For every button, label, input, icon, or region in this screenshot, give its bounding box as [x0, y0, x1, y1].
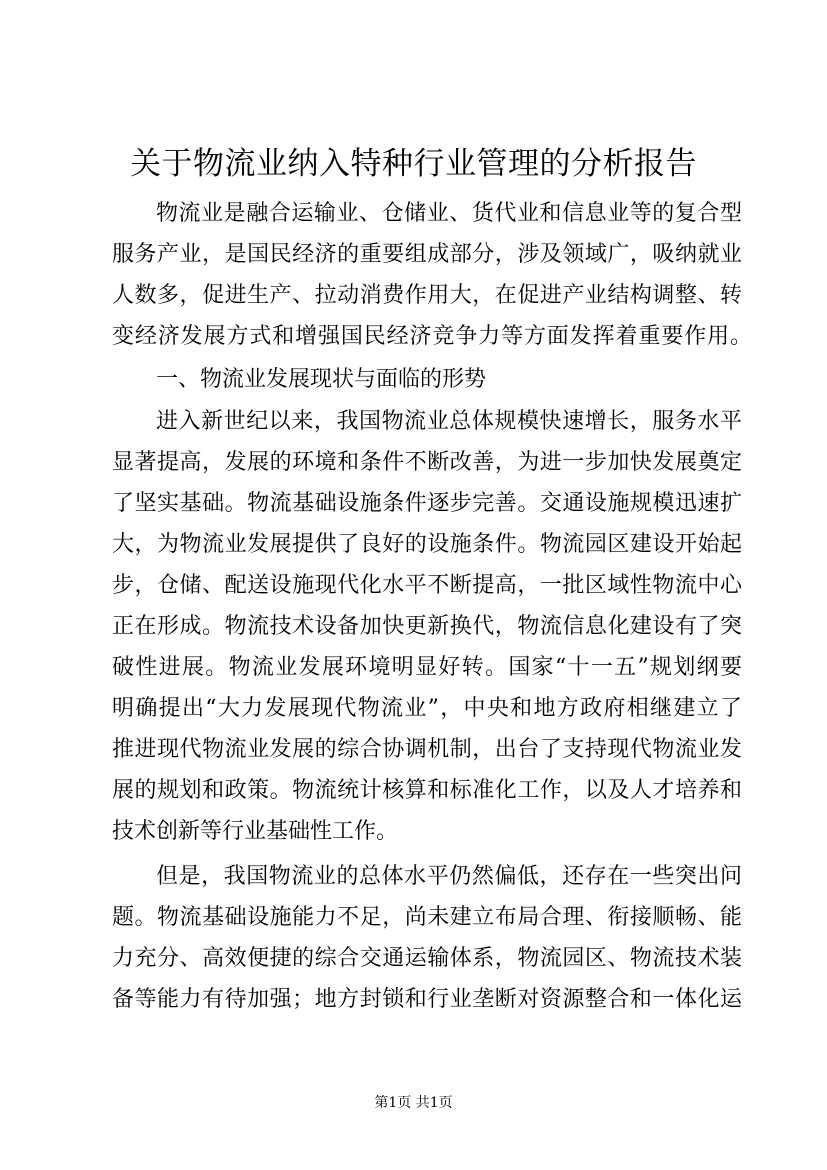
body-line: 人数多，促进生产、拉动消费作用大，在促进产业结构调整、转 [112, 283, 742, 308]
body-line: 显著提高，发展的环境和条件不断改善，为进一步加快发展奠定 [112, 450, 742, 475]
body-line: 明确提出“大力发展现代物流业”，中央和地方政府相继建立了 [112, 696, 742, 721]
body-line: 步，仓储、配送设施现代化水平不断提高，一批区域性物流中心 [112, 573, 742, 598]
body-line: 大，为物流业发展提供了良好的设施条件。物流园区建设开始起 [112, 532, 742, 557]
body-line: 破性进展。物流业发展环境明显好转。国家“十一五”规划纲要 [112, 655, 742, 680]
body-line: 力充分、高效便捷的综合交通运输体系，物流园区、物流技术装 [112, 946, 742, 971]
body-line: 了坚实基础。物流基础设施条件逐步完善。交通设施规模迅速扩 [112, 491, 742, 516]
page-footer: 第1页 共1页 [374, 1095, 453, 1111]
body-line: 题。物流基础设施能力不足，尚未建立布局合理、衔接顺畅、能 [112, 905, 742, 930]
body-line: 技术创新等行业基础性工作。 [112, 819, 399, 844]
body-line: 服务产业，是国民经济的重要组成部分，涉及领域广，吸纳就业 [112, 242, 742, 267]
document-title: 关于物流业纳入特种行业管理的分析报告 [130, 146, 697, 182]
body-line: 变经济发展方式和增强国民经济竞争力等方面发挥着重要作用。 [112, 324, 752, 349]
body-line: 进入新世纪以来，我国物流业总体规模快速增长，服务水平 [156, 409, 742, 434]
body-line: 物流业是融合运输业、仓储业、货代业和信息业等的复合型 [156, 201, 742, 226]
body-line: 推进现代物流业发展的综合协调机制，出台了支持现代物流业发 [112, 737, 742, 762]
section-heading: 一、物流业发展现状与面临的形势 [156, 367, 487, 392]
body-line: 备等能力有待加强；地方封锁和行业垄断对资源整合和一体化运 [112, 987, 742, 1012]
body-line: 但是，我国物流业的总体水平仍然偏低，还存在一些突出问 [156, 864, 742, 889]
body-line: 展的规划和政策。物流统计核算和标准化工作，以及人才培养和 [112, 778, 742, 803]
body-line: 正在形成。物流技术设备加快更新换代，物流信息化建设有了突 [112, 614, 742, 639]
